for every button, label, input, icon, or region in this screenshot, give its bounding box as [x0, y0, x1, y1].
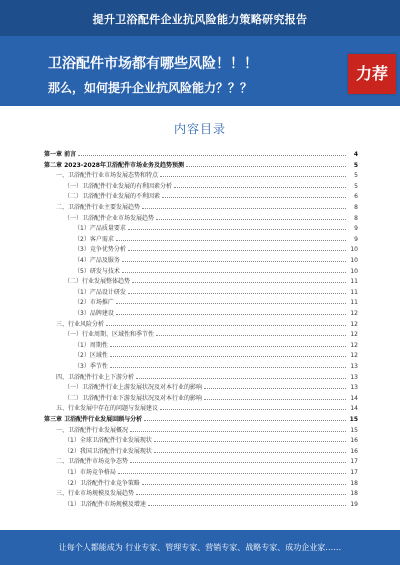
toc-page-number: 13	[350, 373, 358, 381]
toc-page-number: 15	[350, 426, 358, 434]
toc-entry-text: （1）产品设计研发	[74, 288, 126, 296]
toc-entry[interactable]	[44, 296, 358, 306]
recommend-seal: 力荐	[348, 54, 396, 94]
toc-dot-leader	[110, 367, 346, 368]
toc-entry[interactable]	[44, 169, 358, 179]
toc-page-number: 9	[354, 225, 358, 233]
toc-dot-leader	[204, 388, 346, 389]
toc-entry[interactable]	[44, 455, 358, 465]
toc-dot-leader	[162, 197, 346, 198]
toc-entry[interactable]	[44, 339, 358, 349]
toc-dot-leader	[128, 250, 346, 251]
toc-page-number: 16	[350, 437, 358, 445]
footer-slogan: 让每个人都能成为 行业专家、管理专家、营销专家、战略专家、成功企业家……	[58, 543, 342, 552]
toc-page-number: 5	[354, 172, 358, 180]
banner-question: 那么，如何提升企业抗风险能力？？？	[48, 81, 253, 95]
toc-page-number: 13	[350, 384, 358, 392]
banner-headline: 卫浴配件市场都有哪些风险！！！	[48, 56, 258, 72]
toc-entry[interactable]	[44, 413, 358, 423]
toc-entry-text: （3）竞争优势分析	[74, 246, 126, 254]
toc-entry-text: （一）卫浴配件企业市场发展趋势	[64, 214, 155, 222]
toc-entry-text: （3）品牌建设	[74, 310, 114, 317]
toc-entry[interactable]	[44, 360, 358, 370]
toc-dot-leader	[204, 399, 346, 400]
toc-entry-text: 二、卫浴配件行业主要发展趋势	[56, 204, 141, 211]
toc-entry-text: （一）行业周期、区域性和季节性	[64, 331, 155, 339]
toc-entry[interactable]	[44, 434, 358, 444]
toc-dot-leader	[118, 473, 346, 474]
toc-page-number: 8	[354, 204, 358, 211]
toc-entry[interactable]	[44, 498, 358, 508]
toc-entry[interactable]	[44, 254, 358, 264]
toc-page-number: 10	[350, 267, 358, 275]
toc-dot-leader	[174, 187, 346, 188]
toc-dot-leader	[130, 462, 346, 463]
toc-page-number: 13	[350, 363, 358, 370]
toc-page-number: 19	[350, 500, 358, 508]
toc-page-number: 12	[350, 331, 358, 339]
toc-dot-leader	[122, 272, 346, 273]
toc-entry-text: 三、行业市场规模及发展趋势	[56, 490, 135, 498]
toc-page-number: 15	[349, 416, 358, 423]
toc-entry[interactable]	[44, 307, 358, 317]
toc-entry-text: （一）卫浴配件行业发展的有利因素分析	[64, 182, 173, 190]
toc-entry[interactable]	[44, 487, 358, 497]
toc-entry-text: （1）卫浴配件市场规模及增速	[64, 500, 146, 508]
toc-dot-leader	[136, 378, 346, 379]
toc-entry[interactable]	[44, 424, 358, 434]
toc-page-number: 8	[354, 214, 358, 222]
toc-dot-leader	[110, 356, 346, 357]
toc-dot-leader	[142, 484, 346, 485]
toc-page-number: 18	[350, 479, 358, 487]
toc-dot-leader	[128, 293, 346, 294]
toc-entry[interactable]	[44, 212, 358, 222]
toc-page-number: 14	[350, 394, 358, 402]
toc-dot-leader	[156, 335, 346, 336]
promo-banner	[0, 36, 400, 106]
toc-page-number: 4	[353, 151, 358, 158]
toc-dot-leader	[132, 282, 346, 283]
toc-entry[interactable]	[44, 148, 358, 158]
toc-entry-text: 二、卫浴配件市场竞争态势	[56, 458, 129, 466]
toc-entry-text: 四、卫浴配件行业上下游分析	[56, 373, 135, 381]
toc-entry[interactable]	[44, 190, 358, 200]
toc-entry-text: 第二章 2023-2028年卫浴配件市场业务及趋势预测	[44, 161, 184, 169]
toc-entry-text: （2）区域性	[74, 352, 108, 360]
toc-entry[interactable]	[44, 222, 358, 232]
toc-entry[interactable]	[44, 233, 358, 243]
toc-dot-leader	[160, 409, 346, 410]
toc-page-number: 17	[350, 469, 358, 476]
toc-entry-text: （二）卫浴配件行业下游发展状况及对本行业的影响	[64, 394, 203, 402]
toc-entry[interactable]	[44, 275, 358, 285]
toc-page-number: 12	[350, 352, 358, 360]
toc-dot-leader	[116, 314, 346, 315]
toc-entry[interactable]	[44, 159, 358, 169]
toc-entry[interactable]	[44, 328, 358, 338]
toc-entry-text: 一、卫浴配件行业发展概况	[56, 426, 129, 434]
toc-entry[interactable]	[44, 243, 358, 253]
toc-entry-text: （1）周期性	[74, 341, 108, 349]
toc-entry[interactable]	[44, 477, 358, 487]
toc-page-number: 11	[350, 299, 358, 307]
toc-dot-leader	[78, 155, 346, 156]
toc-page-number: 5	[354, 182, 358, 190]
toc-entry-text: （二）卫浴配件行业发展的不利因素	[64, 193, 161, 201]
toc-entry[interactable]	[44, 265, 358, 275]
toc-entry[interactable]	[44, 381, 358, 391]
toc-entry-text: （1）全球卫浴配件行业发展现状	[64, 437, 152, 445]
toc-entry-text: 五、行业发展中存在的问题与发展建议	[56, 405, 159, 413]
toc-entry-text: 第三章 卫浴配件行业发展回顾与分析	[44, 416, 143, 423]
toc-entry-text: （2）客户需求	[74, 235, 114, 243]
toc-dot-leader	[122, 261, 346, 262]
toc-page-number: 16	[350, 447, 358, 455]
toc-dot-leader	[142, 208, 346, 209]
toc-entry[interactable]	[44, 371, 358, 381]
toc-entry[interactable]	[44, 445, 358, 455]
toc-entry-text: （3）季节性	[74, 363, 108, 370]
toc-entry[interactable]	[44, 402, 358, 412]
toc-entry[interactable]	[44, 392, 358, 402]
toc-entry[interactable]	[44, 201, 358, 211]
toc-page-number: 10	[350, 246, 358, 254]
toc-entry-text: （一）卫浴配件行业上游发展状况及对本行业的影响	[64, 384, 203, 392]
toc-dot-leader	[160, 176, 346, 177]
toc-page-number: 17	[350, 458, 358, 466]
toc-entry[interactable]	[44, 180, 358, 190]
toc-dot-leader	[130, 431, 346, 432]
toc-page-number: 5	[353, 161, 358, 169]
toc-entry-text: （2）我国卫浴配件行业发展现状	[64, 447, 152, 455]
toc-dot-leader	[116, 240, 346, 241]
toc-entry-text: 三、行业风险分析	[56, 320, 105, 328]
toc-entry-text: 一、卫浴配件行业市场发展态势和特点	[56, 172, 159, 180]
toc-dot-leader	[116, 303, 346, 304]
toc-dot-leader	[154, 452, 346, 453]
toc-entry[interactable]	[44, 349, 358, 359]
toc-title: 内容目录	[173, 122, 226, 136]
toc-dot-leader	[154, 441, 346, 442]
toc-page-number: 18	[350, 490, 358, 498]
toc-dot-leader	[110, 346, 346, 347]
toc-entry-text: （二）行业发展整体趋势	[64, 278, 131, 286]
toc-entry-text: 第一章 前言	[44, 151, 77, 158]
toc-page-number: 12	[350, 320, 358, 328]
toc-page-number: 10	[350, 257, 358, 264]
toc-page-number: 12	[350, 341, 358, 349]
toc-entry-text: （1）市场竞争格局	[64, 469, 116, 476]
toc-dot-leader	[136, 494, 346, 495]
toc-entry-text: （5）研发与技术	[74, 267, 120, 275]
page-footer	[0, 530, 400, 565]
toc-entry[interactable]	[44, 318, 358, 328]
toc-dot-leader	[144, 420, 346, 421]
toc-dot-leader	[128, 229, 346, 230]
toc-page-number: 11	[350, 288, 358, 296]
toc-entry-text: （2）市场推广	[74, 299, 114, 307]
toc-entry-text: （4）产品及服务	[74, 257, 120, 264]
report-header	[0, 0, 400, 36]
toc-page-number: 6	[354, 193, 358, 201]
toc-dot-leader	[186, 166, 346, 167]
toc-dot-leader	[106, 325, 346, 326]
report-title: 提升卫浴配件企业抗风险能力策略研究报告	[92, 13, 308, 26]
toc-page-number: 11	[350, 278, 358, 286]
toc-entry-text: （2）卫浴配件行业竞争策略	[64, 479, 140, 487]
toc-entry[interactable]	[44, 286, 358, 296]
toc-page-number: 14	[350, 405, 358, 413]
toc-entry-text: （1）产品质量要求	[74, 225, 126, 233]
toc-dot-leader	[148, 505, 346, 506]
toc-entry[interactable]	[44, 466, 358, 476]
toc-page-number: 9	[354, 235, 358, 243]
toc-dot-leader	[156, 219, 346, 220]
toc-page-number: 12	[350, 310, 358, 317]
